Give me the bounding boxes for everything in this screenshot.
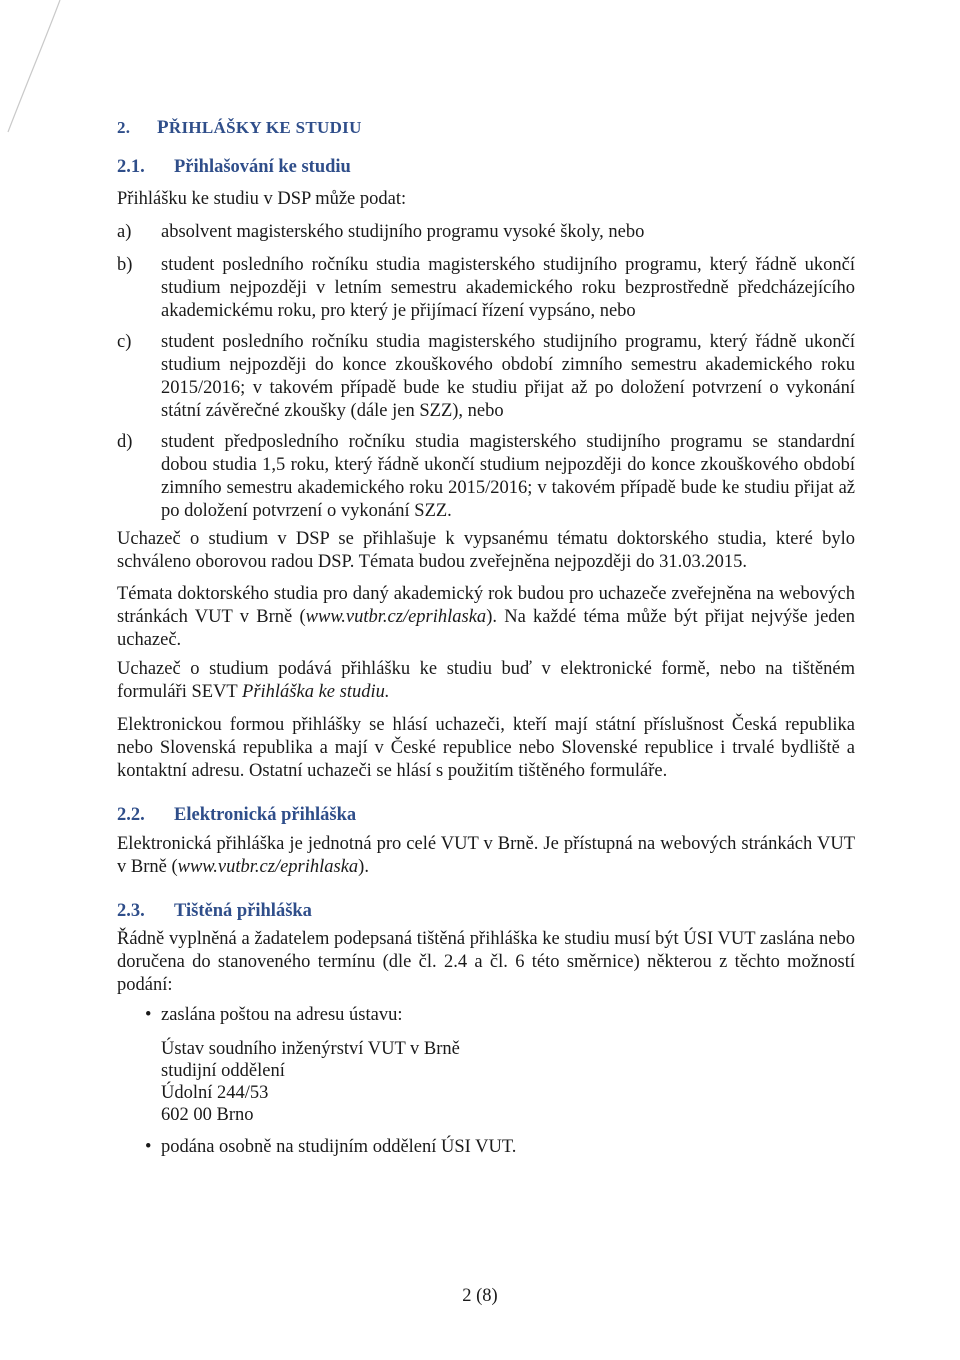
list-marker: d) — [117, 432, 133, 452]
list-marker: c) — [117, 332, 132, 352]
paragraph-text: ). — [358, 857, 369, 877]
paragraph-text: ). Na každé téma může být přijat nejvýše jeden uchazeč. — [117, 607, 855, 650]
paragraph-text: Témata doktorského studia pro daný akademický rok budou pro uchazeče zveřejněna na webových stránkách VUT v Brně ( — [117, 584, 855, 627]
paragraph-electronic-eligibility: Elektronickou formou přihlášky se hlásí uchazeči, kteří mají státní příslušnost Česká republika nebo Slovenská republika a mají v České republice nebo Slovenské republice i trvalé bydliště a kontaktní adresu. Ostatní uchazeči se hlásí s použitím tištěného formuláře. — [117, 715, 855, 781]
list-item-text: student předposledního ročníku studia magisterského studijního programu se standardní dobou studia 1,5 roku, který řádně ukončí studium nejpozději do konce zkouškového období zimního semestru akademického roku 2015/2016; v takovém případě bude ke studiu přijat až po doložení potvrzení o vykonání SZZ. — [161, 432, 855, 521]
intro-paragraph: Přihlášku ke studiu v DSP může podat: — [117, 189, 407, 209]
subsection-title: Elektronická přihláška — [174, 805, 357, 825]
postal-address — [161, 1038, 460, 1126]
section-title-initial: P — [157, 117, 169, 138]
address-line: Údolní 244/53 — [161, 1083, 269, 1103]
form-name: Přihláška ke studiu. — [242, 682, 390, 702]
subsection-number: 2.2. — [117, 805, 145, 825]
list-item-text: student posledního ročníku studia magisterského studijního programu, který řádně ukončí studium nejpozději do konce zkouškového období zimního semestru akademického roku 2015/2016; v takovém případě bude ke studiu přijat až po doložení potvrzení o vykonání státní závěrečné zkoušky (dále jen SZZ), nebo — [161, 332, 855, 421]
list-item-text: student posledního ročníku studia magisterského studijního programu, který řádně ukončí studium nejpozději v letním semestru akademického roku bezprostředně předcházejícího akademickému roku, pro který je přijímací řízení vypsáno, nebo — [161, 255, 855, 321]
bullet-text: podána osobně na studijním oddělení ÚSI VUT. — [161, 1137, 517, 1157]
subsection-title: Přihlašování ke studiu — [174, 157, 351, 177]
eprihlaska-link[interactable]: www.vutbr.cz/eprihlaska — [305, 607, 487, 627]
list-item-text: absolvent magisterského studijního programu vysoké školy, nebo — [161, 222, 645, 242]
page-number: 2 (8) — [462, 1286, 498, 1306]
paragraph-application-form — [117, 658, 855, 704]
bullet-icon: • — [145, 1005, 152, 1025]
subsection-heading-2-2 — [117, 804, 356, 827]
section-heading — [117, 116, 362, 139]
paragraph-topics-approval: Uchazeč o studium v DSP se přihlašuje k vypsanému tématu doktorského studia, které bylo schváleno oborovou radou DSP. Témata budou zveřejněna nejpozději do 31.03.2015. — [117, 529, 855, 572]
address-line: studijní oddělení — [161, 1061, 285, 1081]
section-title: ŘIHLÁŠKY KE STUDIU — [168, 118, 362, 137]
paragraph-topics-published — [117, 583, 855, 652]
subsection-heading-2-3 — [117, 900, 312, 923]
eprihlaska-link[interactable]: www.vutbr.cz/eprihlaska — [177, 857, 359, 877]
address-line: 602 00 Brno — [161, 1105, 254, 1125]
paragraph-text: Elektronická přihláška je jednotná pro celé VUT v Brně. Je přístupná na webových stránkách VUT v Brně ( — [117, 834, 855, 877]
paragraph-text: Uchazeč o studium podává přihlášku ke studiu buď v elektronické formě, nebo na tištěném formuláři SEVT — [117, 659, 855, 702]
paragraph-electronic-application — [117, 833, 855, 879]
paragraph-printed-application: Řádně vyplněná a žadatelem podepsaná tištěná přihláška ke studiu musí být ÚSI VUT zaslána nebo doručena do stanoveného termínu (dle čl. 2.4 a čl. 6 této směrnice) některou z těchto možností podání: — [117, 929, 855, 995]
bullet-icon: • — [145, 1137, 152, 1157]
subsection-number: 2.1. — [117, 157, 145, 177]
subsection-title: Tištěná přihláška — [174, 901, 312, 921]
subsection-heading-2-1 — [117, 156, 351, 179]
list-marker: b) — [117, 255, 133, 275]
scan-edge-line — [0, 0, 120, 140]
subsection-number: 2.3. — [117, 901, 145, 921]
section-number: 2. — [117, 118, 131, 137]
list-marker: a) — [117, 222, 132, 242]
address-line: Ústav soudního inženýrství VUT v Brně — [161, 1039, 460, 1059]
bullet-text: zaslána poštou na adresu ústavu: — [161, 1005, 403, 1025]
